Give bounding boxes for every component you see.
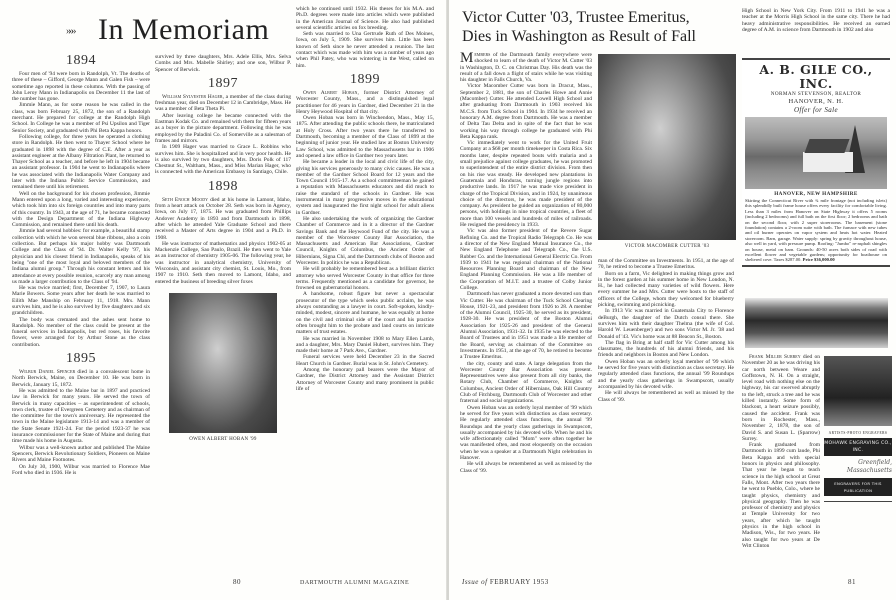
lead-in: Frank Miller Surrey [749, 354, 801, 360]
year-heading: 1897 [208, 75, 238, 91]
lead-in: Seth Enoch Moody [162, 196, 209, 203]
mohawk-building-image [824, 356, 892, 426]
paragraph [598, 308, 734, 339]
paragraph-text: The flag in Bring at half staff for Vic Cutter among his classmates, the hundreds of his alumni friends, and his friends and neighbors in Boston and New London. [598, 339, 734, 359]
paragraph-text: In 1913 Vic was married in Guatemala City to Florence deBurgh, the daughter of the Dutch consul there. She survives him with their daughter Thelma (the wife of Col. Harold W. Leuenberger) and two sons Victor M. Jr. '38 and Donald of '43. Vic's home was at 88 Beacon St., Boston. [598, 308, 734, 340]
year-heading: 1894 [66, 53, 96, 68]
paragraph-text: died on November 20 as he was driving his car north between Weare and Goffstown, N. H. On a straight, level road with nothing else on the highway, his car swerved abruptly to the left, struck a tree and he was killed instantly. Some form of blackout, a heart seizure possibly, caused the accident. Frank was born in Rochester, Mass., November 2, 1878, the son of David S. and Susan L. (Sparrow) Surrey. [742, 354, 820, 442]
paragraph [12, 464, 150, 477]
paragraph [296, 266, 434, 291]
paragraph [296, 90, 434, 115]
ad-company-name: A. B. GILE CO., INC. [759, 62, 873, 91]
page-number: 81 [848, 578, 856, 586]
paragraph [598, 390, 734, 403]
paragraph-text: survived by three daughters, Mrs. Adele Ellis, Mrs. Selva Combs and Mrs. Mabelle Shirley; and one son, Wilbur P. Spencer of Berwick. [155, 54, 291, 73]
paragraph [460, 405, 592, 462]
paragraph-text: Born on a farm, Vic delighted in making things grow and in the forest garden at his summer home in New London, N. H., he had collected many varieties of wild flowers. Here every summer he and Mrs. Cutter were hosts to the staff of officers of the College, whom they welcomed for blueberry picking, swimming and picnicking. [598, 270, 734, 309]
paragraph-text: died in a convalescent home in North Berwick, Maine, on December 10. He was born in Berwick, January 15, 1872. [12, 369, 150, 388]
running-foot: DARTMOUTH ALUMNI MAGAZINE [300, 580, 410, 586]
ad-body: Skirting the Connecticut River with ¾ mile frontage (not including islets) this splendidly built frame house offers every facility for comfortable living. Less than 3 miles from Hanover on State Highway it offers 5 rooms (including 2 bedrooms) and full bath on the first floor; 2 bedrooms and bath on the second floor, with 2 super storerooms. The basement (stone foundation) contains a 2-room suite with bath. The furnace with new tubes and oil burner operates on vapor system and heats hot water. Heated storeroom. Barn, garage. Water supply: spring by gravity throughout house, also well in yard, with pressure pump. Roofing: "Jumbo" re-asphalt shingles on house, metal on barn. Grounds: 40-50 acres both sides of road with excellent flower and vegetable gardens; opportunity for boathouse on sheltered cove. Taxes $287.00. Price $36,000.00 [745, 198, 887, 263]
paragraph [155, 54, 291, 73]
paragraph [12, 317, 150, 348]
paragraph-text: A handsome, robust figure but never a spectacular prosecutor of the type which seeks public acclaim, he was always outstanding as a lawyer in court. Soft-spoken, kindly-minded, modest, sincere and humane, he was equally at home on the civil and criminal side of the court and his practice often brought him to the probate and land courts on intricate matters of trust estates. [296, 291, 434, 336]
text-column-3 [296, 6, 434, 392]
text-column-2 [155, 54, 291, 443]
mohawk-slogan: ENGRAVERS FOR THIS PUBLICATION [824, 478, 892, 496]
ad-offer: Offer for Sale [793, 106, 839, 114]
paragraph [155, 144, 291, 175]
paragraph-text: He will probably be remembered best as a brilliant district attorney who served Worcester County in that office for three terms. Frequently mentioned as a candidate for governor, he frowned on gubernatorial honors. [296, 266, 434, 292]
left-page [0, 0, 447, 600]
paragraph-text: Owen Hoban was born in Winchendon, Mass., May 15, 1875. After attending the public schools there, he matriculated at Holy Cross. After two years there he transferred to Dartmouth, becoming a member of the Class of 1899 at the beginning of junior year. He studied law at Boston University Law School, was admitted to the Massachusetts bar in 1906 and opened a law office in Gardner two years later. [296, 115, 434, 159]
paragraph-text: Jimmie Mann, as for some reason he was called in the class, was born February 25, 1872, the son of a Randolph merchant. He prepared for college at the Randolph High School. In College he was a member of Psi Upsilon and Tiger Senior Society, and graduated with Phi Beta Kappa honors. [12, 102, 150, 134]
paragraph-text: Four men of '94 were born in Randolph, Vt. The deaths of three of these – Gifford, George Mann and Galen Fish – were sometime ago reported in these columns. With the passing of John Leroy Mann in Indianapolis on December 11 the last of the number has gone. [12, 71, 150, 103]
mohawk-engraving-ad [824, 356, 892, 502]
paragraph-text: Owen Hoban was an orderly loyal member of '99 which he served for five years with distinction as class secretary. He regularly attended class functions, the annual '99 Roundups and the yearly class gatherings in Swampscott, usually accompanied by his devoted wife. When he and his wife affectionately called "Mom" were often together he was manifested often, and most eloquently on the occasion when he was a speaker at a Dartmouth Night celebration in Hanover. [460, 404, 592, 461]
title-line-2: Dies in Washington as Result of Fall [462, 28, 696, 45]
article-column-1 [460, 52, 592, 474]
paragraph-text: Owen Hoban was an orderly loyal member of '99 which he served for five years with distinction as class secretary. He regularly attended class functions, the annual '99 Roundups and the yearly class gatherings in Swampscott, usually accompanied by his devoted wife. [598, 358, 734, 390]
paragraph-text: The body was cremated and the ashes sent home to Randolph. No member of the class could be present at the funeral services in Indianapolis, but red roses, his favorite flower, were arranged for by Arthur Stone as the class contribution. [12, 316, 150, 348]
paragraph-text: the city, county and state. A large delegation from the Worcester County Bar Association was present. Representatives were also present from all city banks, the Rotary Club, Chamber of Commerce, Knights of Columbus, Ancient Order of Hibernians, Oak Hill Country Club of Fitchburg, Dartmouth Club of Worcester and other fraternal and social organizations. [460, 360, 592, 405]
gile-real-estate-ad [742, 58, 890, 267]
paragraph [742, 354, 820, 442]
lead-in: Wilbur Daniel Spencer [19, 369, 76, 376]
paragraph-text: Dartmouth has never graduated a more devoted son than Vic Cutter. He was chairman of the Tuck School Clearing House, 1921-23, and president from 1926 to 28. A member of the Alumni Council, 1925-30, he served as its president, 1928-30. He was president of the Boston Alumni Association for 1925-26 and president of the General Alumni Association, 1931-32. In 1935 he was elected to the Board of Trustees and in 1951 was made a life member of the Board, serving as chairman of the Committee on Investments. In 1951, at the age of 70, he retired to become a Trustee Emeritus. [460, 291, 592, 361]
paragraph [598, 258, 734, 271]
house-photo [745, 117, 887, 189]
issue-date-foot: Issue of FEBRUARY 1953 [462, 578, 549, 586]
paragraph [12, 285, 150, 316]
paragraph-text: died at his home in Lamont, Idaho, from a heart attack on October 28. Seth was born in Agency, Iowa, on July 17, 1875. He was graduated from Phillips Andover Academy in 1893 and from Dartmouth in 1898, after which he attended Yale Graduate School and there received a Master of Arts degree in 1904 and a Ph.D. in 1908. [155, 196, 291, 241]
year-heading: 1899 [350, 71, 380, 87]
cutter-photo-block [598, 54, 736, 250]
paragraph-text: He was twice married; first, December 7, 1907, to Laura Marie Bowers. Some years after her death he was married to Eilith Mae Manship on February 11, 1918. Mrs. Mann survives him, and he is also survived by five daughters and six grandchildren. [12, 285, 150, 317]
paragraph-text: In 1909 Hager was married to Grace L. Robbins who survives him. She is hospitalized and in very poor health. He is also survived by two daughters, Mrs. Doris Polk of 117 Chestnut St., Waltham, Mass., and Miss Marian Hager, who is connected with the American Embassy in Santiago, Chile. [155, 144, 291, 176]
chevron-ornament-icon: »»» [66, 25, 74, 37]
paragraph [460, 461, 592, 474]
paragraph-text: Seth was married to Una Gertrude Ruth of Des Moines, Iowa, on July 5, 1909. She survives him. Little has been known of Seth since he never attended a reunion. The last contact which was made with him was a number of years ago when Phil Patey, who was wintering in the West, called on him. [296, 31, 434, 69]
paragraph-text: Vic immediately went to work for the United Fruit Company at a $68 per month timekeeper in Costa Rica. Six months later, despite repeated bouts with malaria and a small prejudice against college graduates, he was promoted to superintendent of the entire district division. From then on his rise was steady. He developed new plantations in Guatemala and Honduras, turning jungle regions into productive lands. In 1917 he was made vice president in charge of the Tropical Division, and in 1924, by unanimous choice of the directors, he was made president of the company. As president he guided an organization of 80,000 persons, with holdings in nine tropical countries, a fleet of more than 100 vessels and hundreds of miles of railroads. He resigned the presidency in 1933. [460, 140, 592, 229]
title-line-1: Victor Cutter '03, Trustee Emeritus, [462, 9, 690, 26]
paragraph [296, 336, 434, 355]
paragraph-text: Vic was also former president of the Revere Sugar Refining Co. and the Tropical Radio Telegraph Co. He was a director of the New England Mutual Insurance Co., the New England Telephone and Telegraph Co., the U.S. Rubber Co. and the International General Electric Co. From 1939 to 1941 he was regional chairman of the National Resources Planning Board and chairman of the New England Planning Commission. He was a life member of the Corporation of M.I.T. and a trustee of Colby Junior College. [460, 228, 592, 291]
paragraph [155, 113, 291, 144]
photo-caption: VICTOR MACOMBER CUTTER '03 [624, 244, 710, 249]
paragraph [598, 340, 734, 359]
obituary-photo-block [155, 293, 291, 443]
section-heading: In Memoriam [98, 13, 270, 46]
paragraph [12, 102, 150, 133]
page-number: 80 [233, 578, 241, 586]
paragraph [460, 291, 592, 360]
year-heading: 1895 [66, 351, 96, 367]
paragraph-text: He will always be remembered as well as missed by the Class of '99. [598, 390, 734, 403]
paragraph-text: He also undertaking the work of organizing the Gardner Chamber of Commerce and in it a director of the Gardner Savings Bank and the Heywood Fund of the city. He was a member of the Worcester County Bar Association, the Massachusetts and American Bar Associations, Gardner Council, Knights of Columbus, the Ancient Order of Hibernians, Signa Chi, and the Dartmouth clubs of Boston and Worcester. In politics he was a Republican. [296, 215, 434, 266]
paragraph-text: Among the honorary pall bearers were the Mayor of Gardner, the District Attorney and the Assistant District Attorney of Worcester County and many prominent in public life of [296, 367, 434, 392]
ad-agent: NORMAN STEVENSON, REALTOR [770, 91, 862, 97]
paragraph [12, 445, 150, 464]
paragraph-text: man of the Committee on Investments. In 1951, at the age of 70, he retired to become a Trustee Emeritus. [598, 258, 734, 271]
lead-in: William Sylvester Hager [162, 93, 223, 100]
hoban-portrait-photo [169, 293, 277, 433]
paragraph-text: , a member of the class during freshman year, died on December 12 in Cambridge, Mass. He was a member of Beta Theta Pi. [155, 93, 292, 113]
paragraph [460, 52, 592, 83]
paragraph [296, 216, 434, 266]
mohawk-location: Greenfield, Massachusetts [846, 459, 892, 474]
ad-location: HANOVER, N. H. [788, 98, 844, 105]
paragraph-text: , former District Attorney of Worcester County, Mass., and a distinguished legal practitioner for 46 years in Gardner, died December 21 in the Henry Heywood Hospital of that city. [296, 89, 434, 115]
paragraph-text: Wilbur was a well-known author and published The Maine Spencers, Berwick Revolutionary Soldiers, Pioneers on Maine Rivers and Maine Footnotes. [12, 444, 150, 464]
cutter-portrait-photo [598, 54, 736, 240]
paragraph [296, 367, 434, 392]
paragraph [12, 71, 150, 102]
paragraph [296, 354, 434, 367]
mohawk-company: MOHAWK ENGRAVING CO., INC. [824, 438, 892, 456]
photo-caption: OWEN ALBERT HOBAN '99 [189, 436, 257, 442]
paragraph [460, 228, 592, 291]
paragraph-text: On July 30, 1900, Wilbur was married to Florence Mae Ford who died in 1936. He is [12, 463, 150, 476]
paragraph-text: After leaving college he became connected with the Eastman Kodak Co. and remained with them for fifteen years as a buyer in the picture department. Following this he was employed by the Paladini Co. of Somerville as a salesman of frames and mirrors. [155, 112, 291, 144]
paragraph-text: He will always be remembered as well as missed by the Class of '99. [460, 461, 592, 474]
paragraph [296, 6, 434, 31]
lead-in: Owen Albert Hoban [303, 89, 358, 96]
paragraph [296, 291, 434, 335]
article-column-2 [598, 258, 734, 403]
paragraph-text: of the Dartmouth family everywhere were shocked to learn of the death of Victor M. Cutter '03 in Washington, D. C. on Christmas Day. His death was the result of a fall down a flight of stairs while he was visiting his daughter in Falls Church, Va. [460, 52, 592, 84]
lead-in: embers [474, 52, 491, 58]
paragraph-text: Well on the background for his chosen profession, Jimmie Mann entered upon a long, varied and interesting experience, which took him into six foreign countries and into many parts of this country. In 1943, at the age of 71, he became connected with the Design Department of the Indiana Highway Commission, and remained there until his death. [12, 190, 150, 229]
paragraph-text: Following college, for three years he operated a clothing store in Randolph. He then went to Thayer School where he graduated in 1898 with the degree of C.E. After a year as assistant engineer at the Albany Filtration Plant, he returned to Thayer School as a teacher, and before he left in 1904 became an assistant professor. In 1904 he went to Indianapolis where he was associated with the Indianapolis Water Company and later with the Indiana Public Service Commission, and remained there until his retirement. [12, 133, 150, 191]
paragraph [12, 369, 150, 388]
paragraph-text: Jimmie had several hobbies: for example, a beautiful stamp collection with which he won several blue ribbons, also a coin collection. But perhaps his major hobby was Dartmouth College and the Class of '94. Dr. Walter Kelly '97, his physician and his closest friend in Indianapolis, speaks of his being "one of the most loyal and beloved members of the Indiana alumni group." Through his constant letters and his attendance at every possible reunion, scarcely any man among us made a larger contribution to the Class of '94. [12, 228, 150, 285]
paragraph-text: He was instructor of mathematics and physics 1902-05 at Mackenzie College, Sao Paulo, Brazil. He then went to Yale as an instructor of chemistry 1905-06. The following year, he was instructor in analytical chemistry, University of Wisconsin, and assistant city chemist, St. Louis, Mo., from 1907 to 1910. Seth then moved to Lamont, Idaho, and entered the business of breeding silver foxes [155, 240, 291, 285]
paragraph [12, 388, 150, 445]
paragraph [460, 361, 592, 405]
ad-photo-caption: HANOVER, NEW HAMPSHIRE [774, 191, 858, 197]
paragraph [460, 83, 592, 140]
engraving-sample-photo [745, 298, 888, 348]
paragraph [12, 228, 150, 285]
paragraph-text: Frank graduated from Dartmouth in 1899 cum laude, Phi Beta Kappa and with special honors in physics and philosophy. That year he began to teach science in the high school at Great Falls, Mont. After two years there he went to Pueblo, Colo., where he taught physics, chemistry and physical geography. Then he was professor of chemistry and physics at Temple University for two years, after which he taught physics in the high school in Madison, Wis., for two years. He also taught for two years at De Witt Clinton [742, 442, 820, 549]
paragraph [296, 159, 434, 216]
paragraph [598, 271, 734, 309]
paragraph-text: which he continued until 1932. His theses for his M.A. and Ph.D. degrees were made into articles which were published in the American Journal of Science. He also had published several scientific articles on fox breeding. [296, 6, 434, 31]
paragraph-text: Funeral services were held December 23 in the Sacred Heart Church in Gardner. Burial was in St. John's Cemetery. [296, 354, 434, 367]
paragraph-text: Victor Macomber Cutter was born in Dracut, Mass., September 2, 1881, the son of Charles Howe and Annie (Macomber) Cutter. He attended Lowell High School and after graduating from Dartmouth in 1903 received his M.C.S. from Tuck School in 1904. In 1934 he received an honorary A.M. degree from Dartmouth. He was a member of Delta Tau Delta and in spite of the fact that he was working his way through college he graduated with Phi Beta Kappa rank. [460, 83, 592, 140]
ad-price: Price $36,000.00 [802, 257, 835, 263]
paragraph [460, 140, 592, 228]
paragraph [12, 191, 150, 229]
paragraph [12, 134, 150, 191]
paragraph [742, 442, 820, 549]
paragraph [296, 115, 434, 159]
ad-rule [824, 501, 892, 502]
year-heading: 1898 [208, 178, 238, 194]
paragraph-text: He became a leader in the local and civic life of the city, giving his services generously to many civic causes. He was a member of the Gardner School Board for 12 years and the Town Council 1915-17. As a school committeeman he gained a reputation with Massachusetts educators and did much to raise the standard of the schools in Gardner. He was instrumental in many progressive moves in the educational system and inaugurated the first night school for adult aliens in Gardner. [296, 159, 434, 216]
paragraph [155, 241, 291, 285]
paragraph [598, 359, 734, 390]
article-column-3-top: High School in New York City. From 1911 to 1941 he was a teacher at the Morris High School in the same city. There he had heavy administrative responsibilities. He received an earned degree of A.M. in science from Dartmouth in 1902 and also [742, 8, 890, 33]
article-column-3-bottom [742, 354, 820, 549]
paragraph [155, 94, 291, 113]
mohawk-tagline: ARTISTS-PHOTO ENGRAVERS [828, 431, 888, 435]
paragraph [296, 31, 434, 69]
paragraph-text: He was admitted to the Maine bar in 1897 and practiced law in Berwick for many years. He served the town of Berwick in many capacities – as superintendent of schools, town clerk, trustee of Evergreen Cemetery and as chairman of the committee for the town's anniversary. He represented the town in the Maine legislature 1913-14 and was a member of the State Senate 1921-24. For the period 1923-37 he was insurance commissioner for the State of Maine and during that time made his home in Augusta. [12, 387, 150, 445]
drop-cap: M [460, 50, 474, 66]
paragraph [155, 197, 291, 241]
text-column-1 [12, 50, 150, 476]
article-title [462, 8, 734, 46]
paragraph-text: He was married in November 1908 to Mary Ellen Lamb, and a daughter, Mrs. Mary Daniel Hubert, survives him. They made their home at 7 Park Ave., Gardner. [296, 335, 434, 355]
